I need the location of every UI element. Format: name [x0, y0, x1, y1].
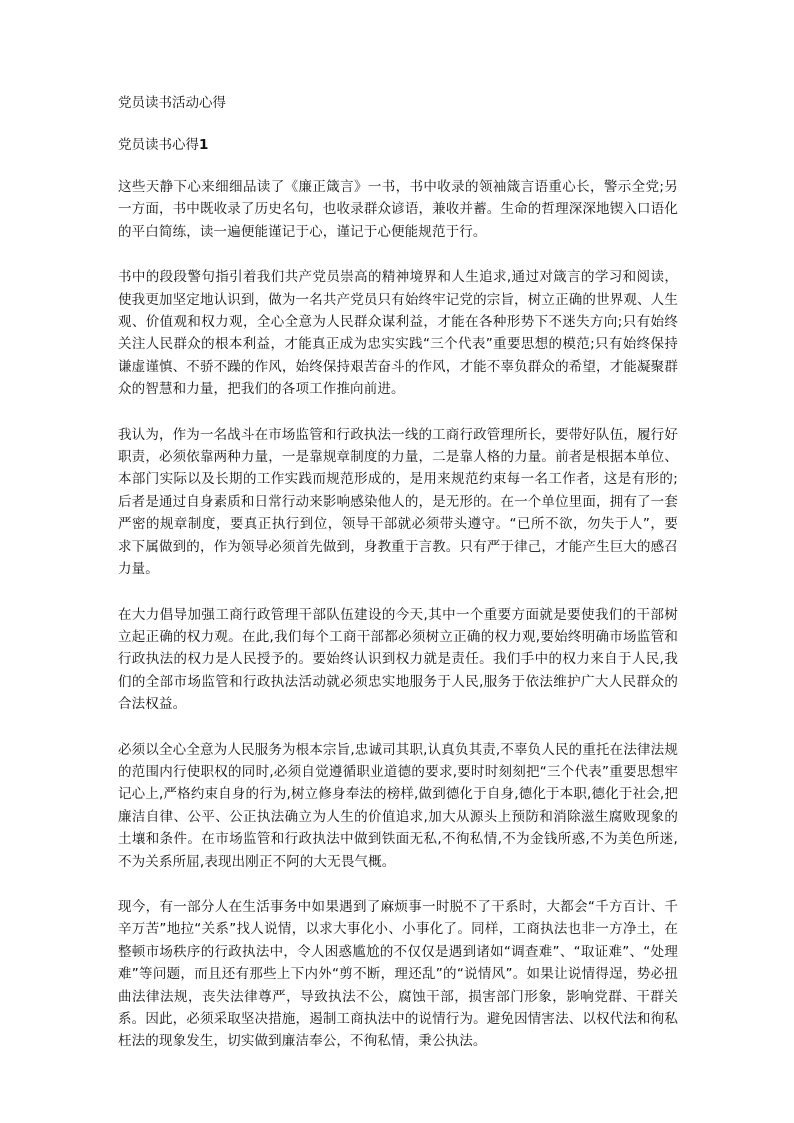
section-heading-text: 党员读书心得 — [118, 137, 199, 153]
paragraph-4: 在大力倡导加强工商行政管理干部队伍建设的今天,其中一个重要方面就是要使我们的干部树立起正确的权力观。在此,我们每个工商干部都必须树立正确的权力观,要始终明确市场监管和行政执法的权力是人民授予的。要始终认识到权力就是责任。我们手中的权力来自于人民,我们的全部市场监管和行政执法活动就必须忠实地服务于人民,服务于依法维护广大人民群众的合法权益。 — [118, 606, 678, 713]
paragraph-6: 现今，有一部分人在生活事务中如果遇到了麻烦事一时脱不了干系时，大都会“千方百计、千辛万苦”地拉“关系”找人说情，以求大事化小、小事化了。同样，工商执法也非一方净土，在整顿市场秩序的行政执法中，令人困惑尴尬的不仅仅是遇到诸如“调查难”、“取证难”、“处理难”等问题，而且还有那些上下内外“剪不断，理还乱”的“说情风”。如果让说情得逞，势必扭曲法律法规，丧失法律尊严，导致执法不公，腐蚀干部，损害部门形象，影响党群、干群关系。因此，必须采取坚决措施，遏制工商执法中的说情行为。避免因情害法、以权代法和徇私枉法的现象发生，切实做到廉洁奉公，不徇私情，秉公执法。 — [118, 898, 678, 1050]
paragraph-5: 必须以全心全意为人民服务为根本宗旨,忠诚司其职,认真负其责,不辜负人民的重托在法律法规的范围内行使职权的同时,必须自觉遵循职业道德的要求,要时时刻刻把“三个代表”重要思想牢记心上,严格约束自身的行为,树立修身奉法的榜样,做到德化于自身,德化于本职,德化于社会,把廉洁自律、公平、公正执法确立为人生的价值追求,加大从源头上预防和消除滋生腐败现象的土壤和条件。在市场监管和行政执法中做到铁面无私,不徇私情,不为金钱所惑,不为美色所迷,不为关系所屈,表现出刚正不阿的大无畏气概。 — [118, 741, 678, 870]
paragraph-3: 我认为，作为一名战斗在市场监管和行政执法一线的工商行政管理所长，要带好队伍，履行好职责，必须依靠两种力量，一是靠规章制度的力量，二是靠人格的力量。前者是根据本单位、本部门实际以及长期的工作实践而规范形成的，是用来规范约束每一名工作者，这是有形的;后者是通过自身素质和日常行动来影响感染他人的，是无形的。在一个单位里面，拥有了一套严密的规章制度，要真正执行到位，领导干部就必须带头遵守。“已所不欲，勿失于人”，要求下属做到的，作为领导必须首先做到，身教重于言教。只有严于律己，才能产生巨大的感召力量。 — [118, 426, 678, 578]
section-heading — [118, 134, 678, 156]
paragraph-1: 这些天静下心来细细品读了《廉正箴言》一书，书中收录的领袖箴言语重心长，警示全党;另一方面，书中既收录了历史名句，也收录群众谚语，兼收并蓄。生命的哲理深深地锲入口语化的平白简练，读一遍便能谨记于心，谨记于心便能规范于行。 — [118, 179, 678, 240]
document-title: 党员读书活动心得 — [118, 95, 226, 111]
document-page — [118, 92, 678, 1076]
paragraph-2: 书中的段段警句指引着我们共产党员崇高的精神境界和人生追求,通过对箴言的学习和阅读，使我更加坚定地认识到，做为一名共产党员只有始终牢记党的宗旨，树立正确的世界观、人生观、价值观和权力观，全心全意为人民群众谋利益，才能在各种形势下不迷失方向;只有始终关注人民群众的根本利益，才能真正成为忠实实践“三个代表”重要思想的模范;只有始终保持谦虚谨慎、不骄不躁的作风，始终保持艰苦奋斗的作风，才能不辜负群众的希望，才能凝聚群众的智慧和力量，把我们的各项工作推向前进。 — [118, 269, 678, 398]
section-heading-number: 1 — [199, 137, 209, 153]
